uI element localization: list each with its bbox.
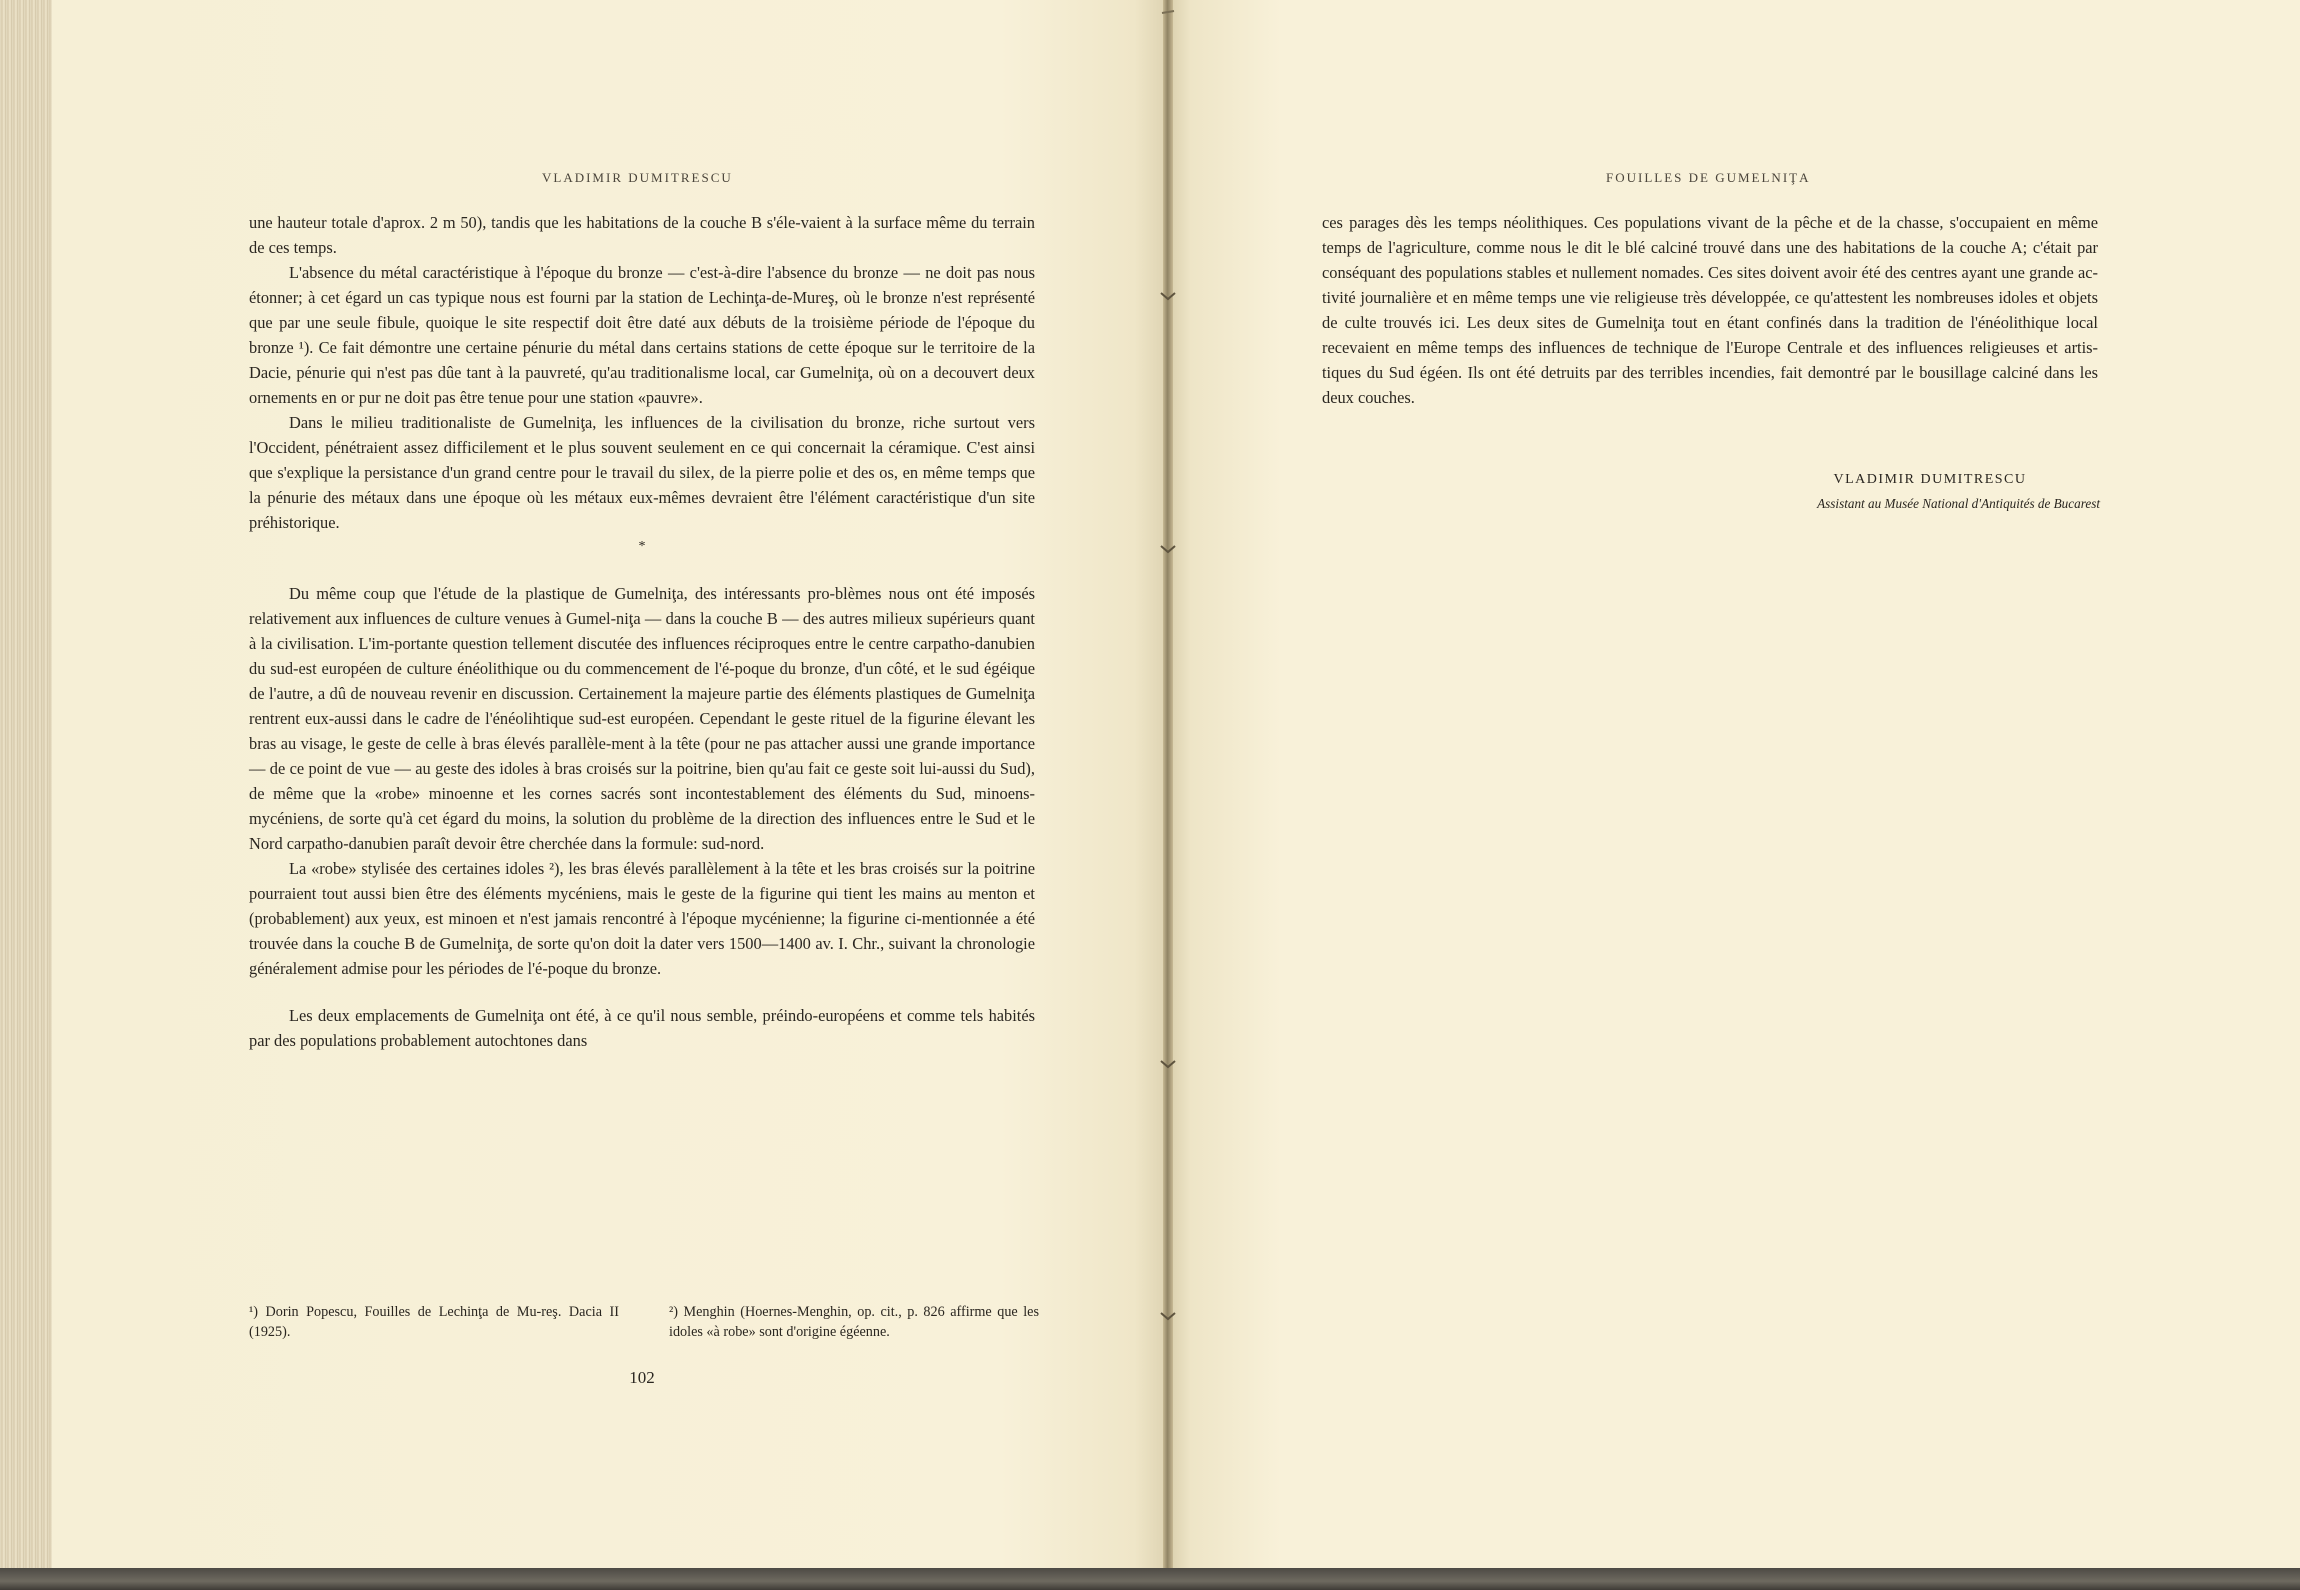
stitch-mark <box>1160 290 1176 304</box>
book-bottom-edge <box>0 1568 2300 1590</box>
paragraph: La «robe» stylisée des certaines idoles ²), les bras élevés parallèlement à la tête et les bras croisés sur la poitrine pourraient tout aussi bien être des éléments mycéniens, mais le geste de la figurine qui tient les mains au menton et (probablement) aux yeux, est minoen et n'est jamais rencontré à l'époque mycénienne; la figurine ci-mentionnée a été trouvée dans la couche B de Gumelniţa, de sorte qu'on doit la dater vers 1500—1400 av. I. Chr., suivant la chronologie généralement admise pour les périodes de l'é-poque du bronze. <box>249 859 1035 978</box>
author-affiliation: Assistant au Musée National d'Antiquités de Bucarest <box>1817 496 2100 511</box>
left-text-column <box>249 210 1035 1053</box>
paragraph: une hauteur totale d'aprox. 2 m 50), tandis que les habitations de la couche B s'éle-vaient à la surface même du terrain de ces temps. <box>249 213 1035 257</box>
paragraph: L'absence du métal caractéristique à l'époque du bronze — c'est-à-dire l'absence du bronze — ne doit pas nous étonner; à cet égard un cas typique nous est fourni par la station de Lechinţa-de-Mureş, où le bronze n'est représenté que par une seule fibule, quoique le site respectif doit être daté aux débuts de la troisième période de l'époque du bronze ¹). Ce fait démontre une certaine pénurie du métal dans certains stations de cette époque sur le territoire de la Dacie, pénurie qui n'est pas dûe tant à la pauvreté, qu'au traditionalisme local, car Gumelniţa, où on a decouvert deux ornements en or pur ne doit pas être tenue pour une station «pauvre». <box>249 263 1035 407</box>
stitch-mark <box>1160 6 1176 20</box>
footnotes <box>249 1302 1039 1342</box>
footnote-1: ¹) Dorin Popescu, Fouilles de Lechinţa de Mu-reş. Dacia II (1925). <box>249 1304 619 1340</box>
stitch-mark <box>1160 1310 1176 1324</box>
left-running-head: VLADIMIR DUMITRESCU <box>542 170 733 185</box>
paragraph: ces parages dès les temps néolithiques. Ces populations vivant de la pêche et de la chasse, s'occupaient en même temps de l'agriculture, comme nous le dit le blé calciné trouvé dans une des habitations de la couche A; c'était par conséquant des populations stables et nullement nomades. Ces sites doivent avoir été des centres ayant une grande ac-tivité journalière et en même temps une vie religieuse très développée, ce qu'attestent les nombreuses idoles et objets de culte trouvés ici. Les deux sites de Gumelniţa tout en étant confinés dans la tradition de l'énéolithique local recevaient en même temps des influences de technique de l'Europe Centrale et des influences religieuses et artis-tiques du Sud égéen. Ils ont été detruits par des terribles incendies, fait demontré par le bousillage calciné dans les deux couches. <box>1322 213 2098 407</box>
right-text-column <box>1322 210 2098 410</box>
author-signature: VLADIMIR DUMITRESCU <box>1833 472 2027 487</box>
footnote-2: ²) Menghin (Hoernes-Menghin, op. cit., p. 826 affirme que les idoles «à robe» sont d'origine égéenne. <box>669 1304 1039 1340</box>
paragraph: Les deux emplacements de Gumelniţa ont été, à ce qu'il nous semble, préindo-européens et comme tels habités par des populations probablement autochtones dans <box>249 1006 1035 1050</box>
stitch-mark <box>1160 1058 1176 1072</box>
section-divider: * <box>638 539 646 554</box>
stitch-mark <box>1160 543 1176 557</box>
page-edges <box>0 0 52 1572</box>
page-number: 102 <box>629 1368 655 1387</box>
paragraph: Dans le milieu traditionaliste de Gumelniţa, les influences de la civilisation du bronze, riche surtout vers l'Occident, pénétraient assez difficilement et le plus souvent seulement en ce qui concernait la céramique. C'est ainsi que s'explique la persistance d'un grand centre pour le travail du silex, de la pierre polie et des os, en même temps que la pénurie des métaux dans une époque où les métaux eux-mêmes devraient être l'élément caractéristique d'un site préhistorique. <box>249 413 1035 532</box>
paragraph: Du même coup que l'étude de la plastique de Gumelniţa, des intéressants pro-blèmes nous ont été imposés relativement aux influences de culture venues à Gumel-niţa — dans la couche B — des autres milieux supérieurs quant à la civilisation. L'im-portante question tellement discutée des influences réciproques entre le centre carpatho-danubien du sud-est européen de culture énéolithique ou du commencement de l'é-poque du bronze, d'un côté, et le sud égéique de l'autre, a dû de nouveau revenir en discussion. Certainement la majeure partie des éléments plastiques de Gumelniţa rentrent eux-aussi dans le cadre de l'énéolihtique sud-est européen. Cependant le geste rituel de la figurine élevant les bras au visage, le geste de celle à bras élevés parallèle-ment à la tête (pour ne pas attacher aussi une grande importance — de ce point de vue — au geste des idoles à bras croisés sur la poitrine, bien qu'au fait ce geste soit lui-aussi du Sud), de même que la «robe» minoenne et les cornes sacrés sont incontestablement des éléments du Sud, minoens-mycéniens, de sorte qu'à cet égard du moins, la solution du problème de la direction des influences entre le Sud et le Nord carpatho-danubien paraît devoir être cherchée dans la formule: sud-nord. <box>249 584 1035 853</box>
book-gutter <box>1163 0 1173 1570</box>
right-running-head: FOUILLES DE GUMELNIŢA <box>1606 170 1811 185</box>
